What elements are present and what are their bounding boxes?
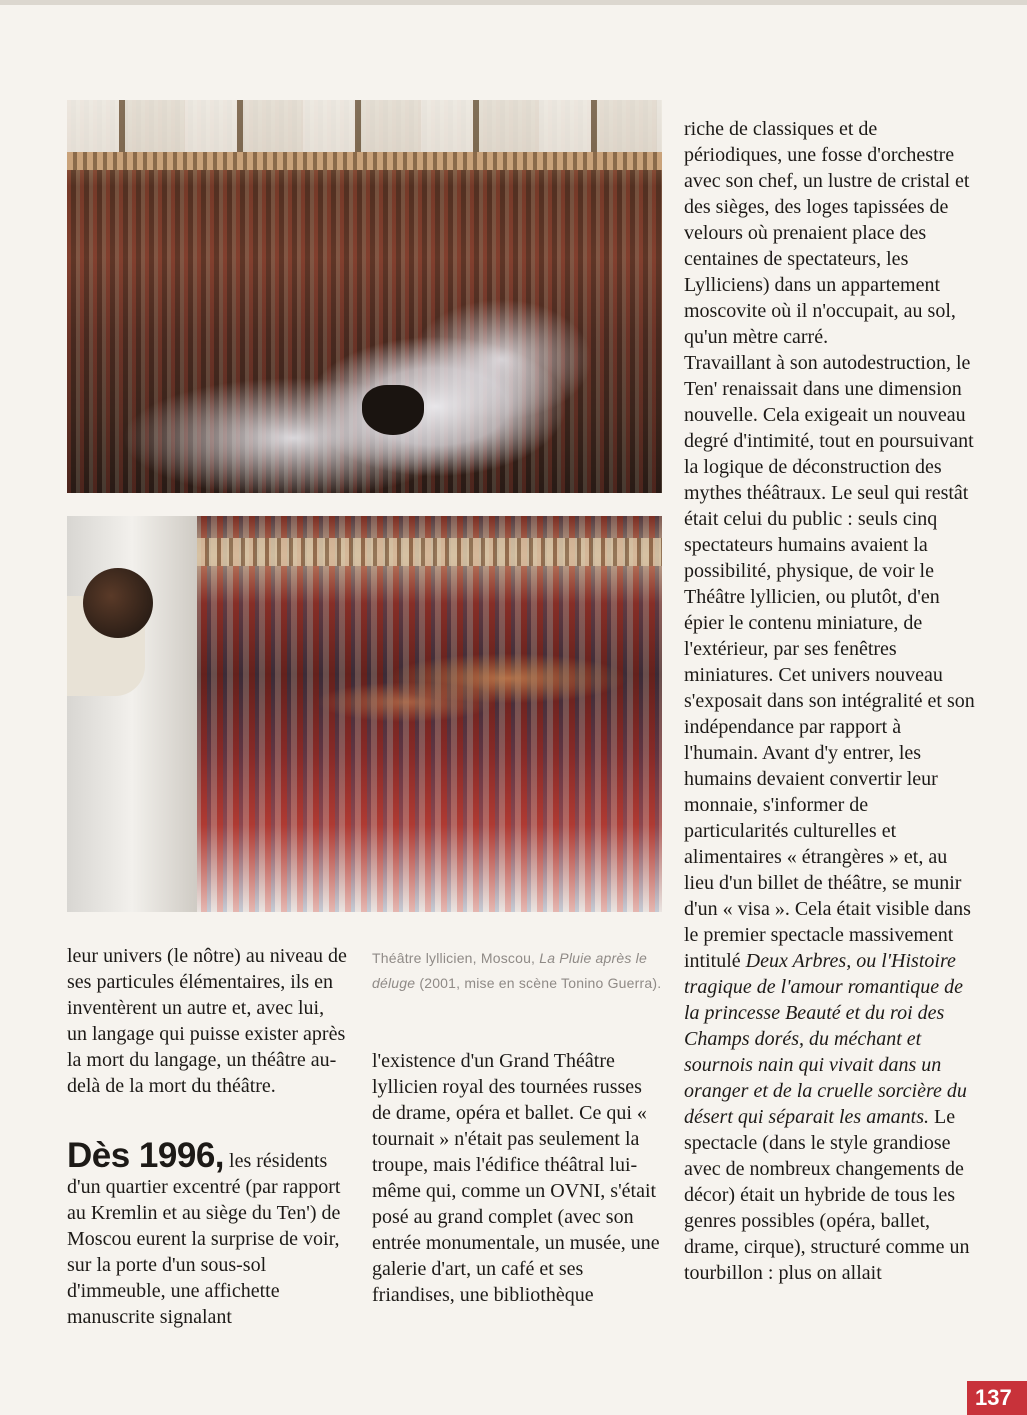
right-paragraph-2-start: Travaillant à son autodestruction, le Ten' renaissait dans une dimension nouvelle. Cela exigeait un nouveau degré d'intimité, tout en poursuivant la logique de déconstruction des mythes théâtraux. Le seul qui restât était celui du public : seuls cinq spectateurs humains avaient la possibilité, physique, de voir le Théâtre lyllicien, ou plutôt, d'en épier le contenu miniature, de l'extérieur, par ses fenêtres miniatures. Cet univers nouveau s'exposait dans son intégralité et son indépendance par rapport à l'humain. Avant d'y entrer, les humains devaient convertir leur monnaie, s'informer de particularités culturelles et alimentaires « étrangères » et, au lieu d'un billet de théâtre, se munir d'un « visa ». Cela était visible dans le premier spectacle massivement intitulé bbox=[684, 352, 975, 972]
photo-boat-figure bbox=[362, 385, 424, 435]
des-paragraph-text: les résidents d'un quartier excentré (par rapport au Kremlin et au siège du Ten') de Moscou eurent la surprise de voir, sur la porte d'un sous-sol d'immeuble, une affichette manuscrite signalant bbox=[67, 1150, 341, 1328]
left-column-paragraph: leur univers (le nôtre) au niveau de ses particules élémentaires, ils en inventèrent un autre et, avec lui, un langage qui puisse exister après la mort du langage, un théâtre au-delà de la mort du théâtre. bbox=[67, 945, 347, 1097]
caption-title: La Pluie après le déluge bbox=[372, 950, 647, 991]
right-column-text bbox=[684, 116, 976, 1286]
photo-balcony-rail bbox=[67, 152, 662, 170]
caption-part2: (2001, mise en scène Tonino Guerra). bbox=[415, 975, 662, 991]
page-number-tab bbox=[967, 1381, 1027, 1415]
theatre-photo-top bbox=[67, 100, 662, 493]
middle-column-paragraph: l'existence d'un Grand Théâtre lyllicien royal des tournées russes de drame, opéra et ballet. Ce qui « tournait » n'était pas seulement la troupe, mais l'édifice théâtral lui-même qui, comme un OVNI, s'était posé au grand complet (avec son entrée monumentale, un musée, une galerie d'art, un café et ses friandises, une bibliothèque bbox=[372, 1050, 660, 1306]
left-column-text bbox=[67, 943, 349, 1099]
paragraph-lead-in: Dès 1996, bbox=[67, 1136, 225, 1175]
right-column-paragraph-2 bbox=[684, 350, 976, 1286]
spectacle-title: Deux Arbres, ou l'Histoire tragique de l'amour romantique de la princesse Beauté et du roi des Champs dorés, du méchant et sournois nain qui vivait dans un oranger et de la cruelle sorcière du désert qui séparait les amants. bbox=[684, 950, 967, 1128]
right-column-paragraph-1: riche de classiques et de périodiques, une fosse d'orchestre avec son chef, un lustre de cristal et des sièges, des loges tapissées de velours où prenaient place des centaines de spectateurs, les Lylliciens) dans un appartement moscovite où il n'occupait, au sol, qu'un mètre carré. bbox=[684, 118, 970, 348]
right-paragraph-2-end: Le spectacle (dans le style grandiose avec de nombreux changements de décor) était un hybride de tous les genres possibles (opéra, ballet, drame, cirque), structuré comme un tourbillon : plus on allait bbox=[684, 1106, 970, 1284]
photo-gallery-windows bbox=[67, 100, 662, 160]
middle-column-text bbox=[372, 1048, 660, 1308]
page-number: 137 bbox=[975, 1385, 1012, 1410]
caption-part1: Théâtre lyllicien, Moscou, bbox=[372, 950, 540, 966]
photo-caption bbox=[372, 946, 662, 996]
des-1996-paragraph bbox=[67, 1138, 349, 1330]
theatre-photo-bottom bbox=[67, 516, 662, 912]
page-top-edge bbox=[0, 0, 1027, 5]
photo-puppet-figure bbox=[83, 568, 153, 638]
photo-frieze bbox=[197, 538, 662, 566]
